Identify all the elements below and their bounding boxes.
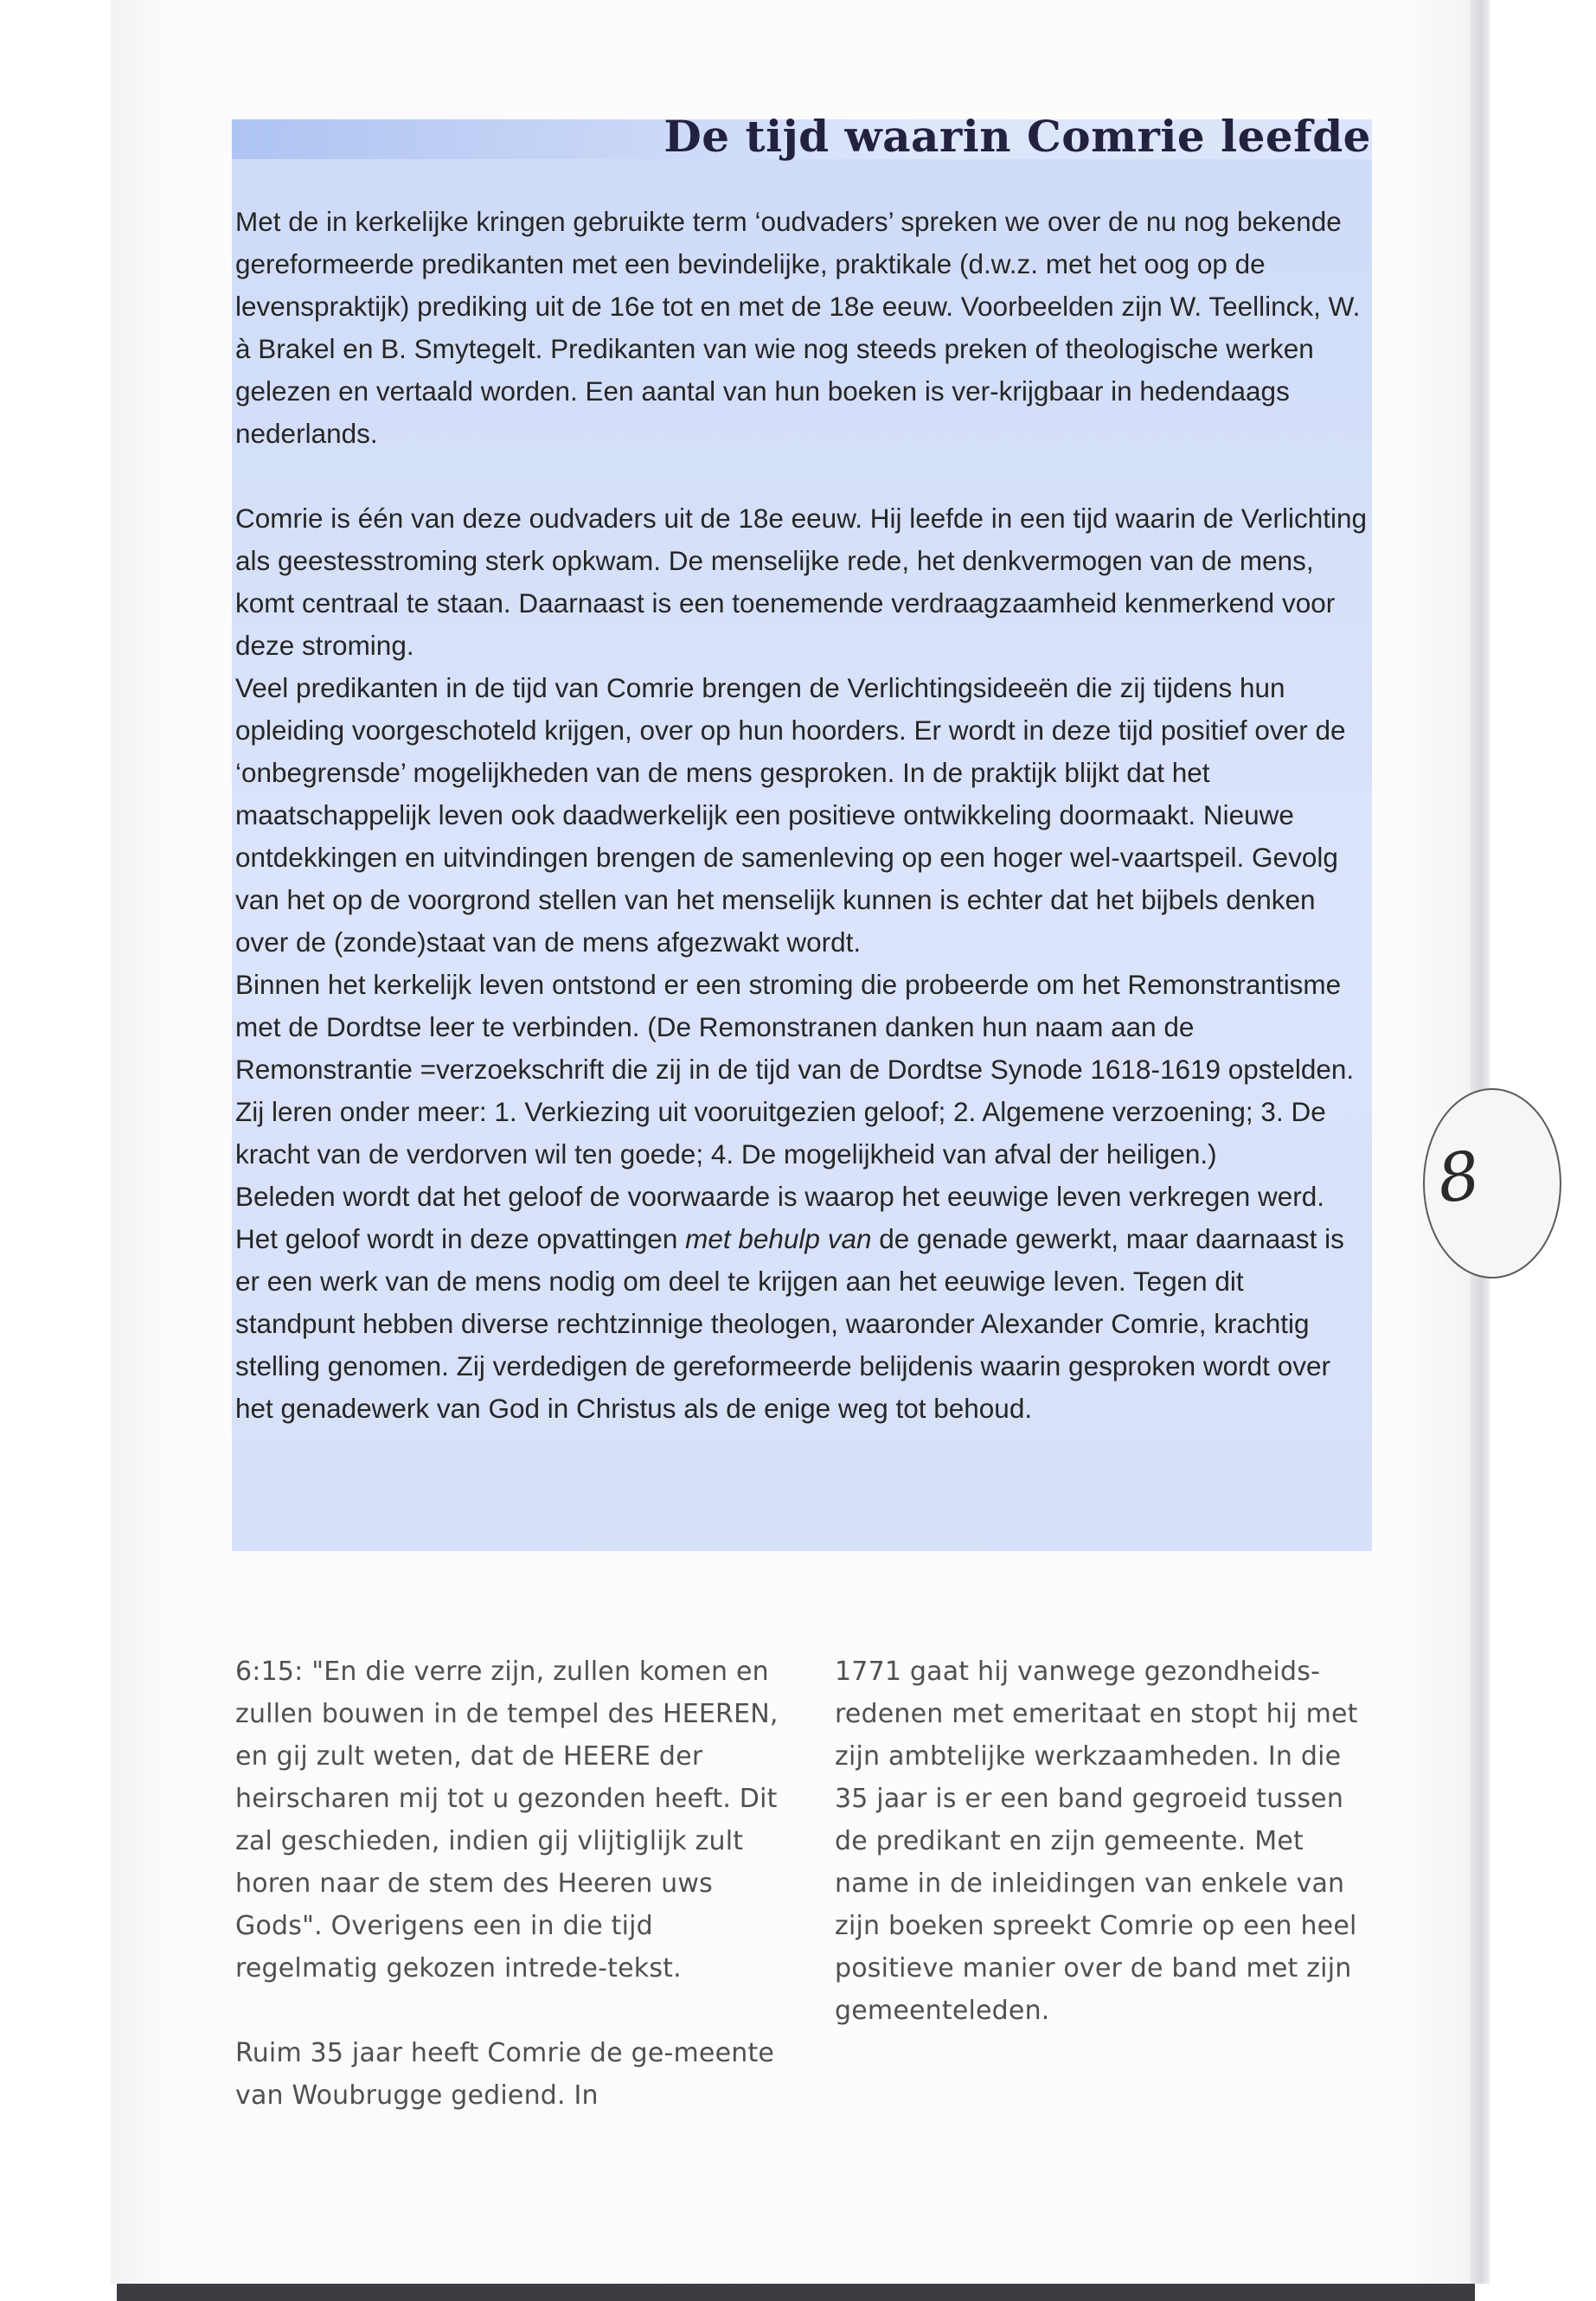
box-paragraph-1: Met de in kerkelijke kringen gebruikte term ‘oudvaders’ spreken we over de nu nog bekende gereformeerde predikanten met een bevindelijke, praktikale (d.w.z. met het oog op de levenspraktijk) prediking uit de 16e tot en met de 18e eeuw. Voorbeelden zijn W. Teellinck, W. à Brakel en B. Smytegelt. Predikanten van wie nog steeds preken of theologische werken gelezen en vertaald worden. Een aantal van hun boeken is ver-krijgbaar in hedendaags nederlands. <box>235 206 1361 449</box>
right-column-paragraph-1: 1771 gaat hij vanwege gezondheids-redenen met emeritaat en stopt hij met zijn ambtelijke werkzaamheden. In die 35 jaar is er een band gegroeid tussen de predikant en zijn gemeente. Met name in de inleidingen van enkele van zijn boeken spreekt Comrie op een heel positieve manier over de band met zijn gemeenteleden. <box>835 1657 1358 2026</box>
scan-bottom-edge <box>117 2284 1475 2301</box>
box-paragraph-5 <box>235 1176 1368 1430</box>
box-paragraph-5-start: Beleden wordt dat het geloof de voorwaarde is waarop het eeuwige leven verkregen werd. Het geloof wordt in deze opvattingen <box>235 1181 1325 1254</box>
box-paragraph-5-italic: met behulp van <box>685 1223 872 1254</box>
section-title: De tijd waarin Comrie leefde <box>663 111 1371 162</box>
left-column <box>235 1650 780 2117</box>
box-paragraph-5-end: de genade gewerkt, maar daarnaast is er een werk van de mens nodig om deel te krijgen aan het eeuwige leven. Tegen dit standpunt hebben diverse rechtzinnige theologen, waaronder Alexander Comrie, krachtig stelling genomen. Zij verdedigen de gereformeerde belijdenis waarin gesproken wordt over het genadewerk van God in Christus als de enige weg tot behoud. <box>235 1223 1344 1424</box>
box-paragraph-2: Comrie is één van deze oudvaders uit de 18e eeuw. Hij leefde in een tijd waarin de Verlichting als geestesstroming sterk opkwam. De menselijke rede, het denkvermogen van de mens, komt centraal te staan. Daarnaast is een toenemende verdraagzaamheid kenmerkend voor deze stroming. <box>235 503 1368 661</box>
box-paragraph-3: Veel predikanten in de tijd van Comrie brengen de Verlichtingsideeën die zij tijdens hun opleiding voorgeschoteld krijgen, over op hun hoorders. Er wordt in deze tijd positief over de ‘onbegrensde’ mogelijkheden van de mens gesproken. In de praktijk blijkt dat het maatschappelijk leven ook daadwerkelijk een positieve ontwikkeling doormaakt. Nieuwe ontdekkingen en uitvindingen brengen de samenleving op een hoger wel-vaartspeil. Gevolg van het op de voorgrond stellen van het menselijk kunnen is echter dat het bijbels denken over de (zonde)staat van de mens afgezwakt wordt. <box>235 672 1346 958</box>
left-column-paragraph-2: Ruim 35 jaar heeft Comrie de ge-meente van Woubrugge gediend. In <box>235 2038 775 2111</box>
page-number: 8 <box>1433 1136 1485 1218</box>
box-body <box>235 201 1368 1430</box>
box-paragraph-4: Binnen het kerkelijk leven ontstond er een stroming die probeerde om het Remonstrantisme met de Dordtse leer te verbinden. (De Remonstranen danken hun naam aan de Remonstrantie =verzoekschrift die zij in de tijd van de Dordtse Synode 1618-1619 opstelden. Zij leren onder meer: 1. Verkiezing uit vooruitgezien geloof; 2. Algemene verzoening; 3. De kracht van de verdorven wil ten goede; 4. De mogelijkheid van afval der heiligen.) <box>235 969 1355 1170</box>
right-column <box>835 1650 1380 2032</box>
left-column-paragraph-1: 6:15: "En die verre zijn, zullen komen en zullen bouwen in de tempel des HEEREN, en gij zult weten, dat de HEERE der heirscharen mij tot u gezonden heeft. Dit zal geschieden, indien gij vlijtiglijk zult horen naar de stem des Heeren uws Gods". Overigens een in die tijd regelmatig gekozen intrede-tekst. <box>235 1657 779 1984</box>
